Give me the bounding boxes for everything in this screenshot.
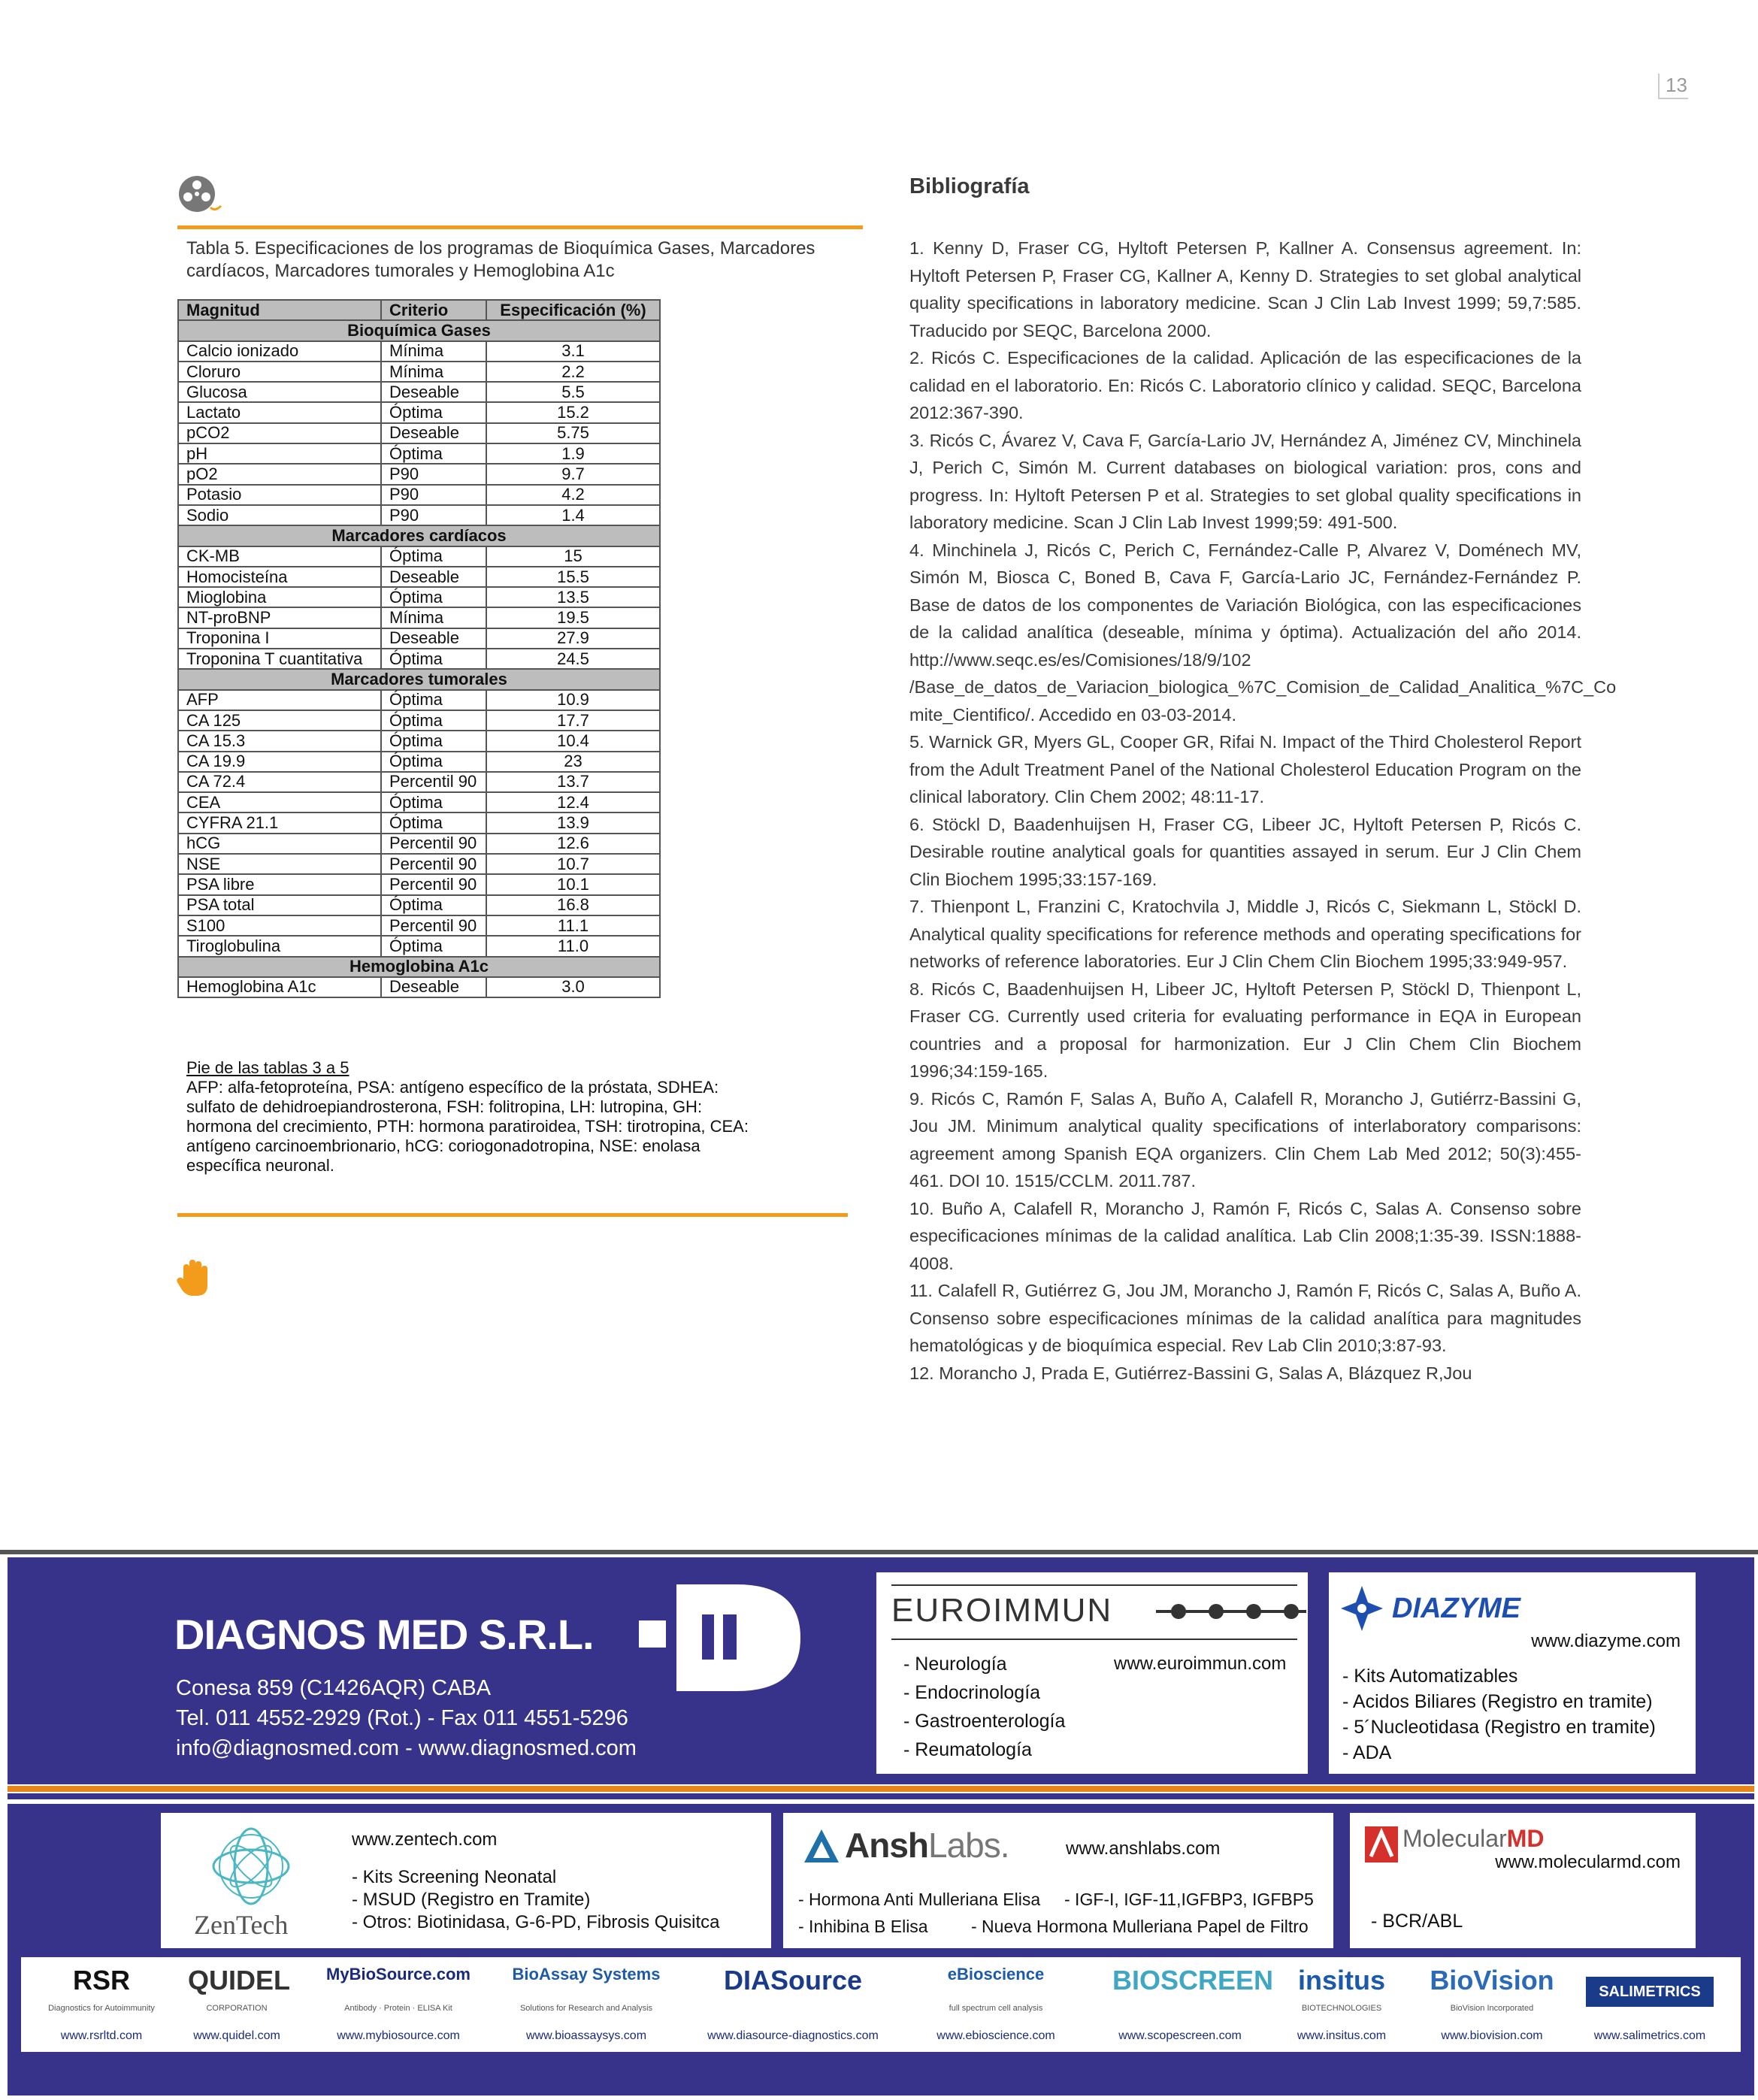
partner-tagline: Solutions for Research and Analysis xyxy=(519,2004,653,2013)
cell-especificacion: 19.5 xyxy=(486,607,660,628)
cell-criterio: Deseable xyxy=(381,382,486,402)
table-footnote xyxy=(186,1058,758,1176)
partner-logo[interactable] xyxy=(504,1957,669,2047)
film-reel-icon xyxy=(177,174,222,216)
cell-especificacion: 10.4 xyxy=(486,731,660,751)
cell-magnitud: PSA libre xyxy=(178,874,381,894)
cell-criterio: Deseable xyxy=(381,977,486,997)
cell-criterio: Óptima xyxy=(381,710,486,731)
partner-url[interactable]: www.quidel.com xyxy=(193,2029,280,2042)
molecularmd-logo-a: Molecular xyxy=(1402,1825,1507,1852)
euroimmun-item: - Endocrinología xyxy=(903,1682,1041,1703)
table-row xyxy=(178,895,660,915)
bibliography-entry: 8. Ricós C, Baadenhuijsen H, Libeer JC, Hyltoft Petersen P, Stöckl D, Thienpont L, Fraser CG. Currently used criteria for evaluating performance in EQA in European countries and a proposal for harmonization. Eur J Clin Chem Clin Biochem 1996;34:159-165. xyxy=(909,979,1581,1081)
cell-magnitud: CYFRA 21.1 xyxy=(178,812,381,833)
cell-criterio: P90 xyxy=(381,505,486,525)
table-row xyxy=(178,402,660,422)
cell-criterio: Óptima xyxy=(381,812,486,833)
partner-tagline: Diagnostics for Autoimmunity xyxy=(48,2004,155,2013)
partner-name: DIASource xyxy=(723,1965,863,1996)
ad-separator-line xyxy=(0,1550,1758,1554)
cell-criterio: Óptima xyxy=(381,402,486,422)
partner-name: eBioscience xyxy=(947,1965,1045,1984)
cell-especificacion: 1.9 xyxy=(486,443,660,464)
cell-magnitud: Tiroglobulina xyxy=(178,936,381,956)
cell-criterio: P90 xyxy=(381,464,486,484)
table-row xyxy=(178,362,660,382)
zentech-url[interactable]: www.zentech.com xyxy=(352,1829,498,1850)
ad-stripe-blue xyxy=(8,1793,1754,1799)
table-row xyxy=(178,567,660,587)
partner-logo[interactable] xyxy=(1586,1957,1714,2047)
cell-criterio: Mínima xyxy=(381,362,486,382)
cell-criterio: P90 xyxy=(381,485,486,505)
diazyme-url[interactable]: www.diazyme.com xyxy=(1531,1631,1681,1651)
bibliography-list xyxy=(909,235,1617,1387)
partner-logo[interactable] xyxy=(48,1957,155,2047)
bibliography-entry: 12. Morancho J, Prada E, Gutiérrez-Bassini G, Salas A, Blázquez R,Jou xyxy=(909,1363,1472,1383)
partner-name: SALIMETRICS xyxy=(1586,1977,1714,2007)
cell-criterio: Óptima xyxy=(381,752,486,772)
cell-magnitud: Calcio ionizado xyxy=(178,341,381,362)
table-row xyxy=(178,854,660,874)
table-row xyxy=(178,752,660,772)
cell-magnitud: Lactato xyxy=(178,402,381,422)
cell-magnitud: CEA xyxy=(178,792,381,812)
cell-especificacion: 5.5 xyxy=(486,382,660,402)
diazyme-item: - Acidos Biliares (Registro en tramite) xyxy=(1342,1691,1653,1712)
cell-especificacion: 15.5 xyxy=(486,567,660,587)
table-row xyxy=(178,607,660,628)
cell-magnitud: S100 xyxy=(178,915,381,936)
partner-name: BIOSCREEN xyxy=(1112,1965,1274,1996)
cell-especificacion: 10.1 xyxy=(486,874,660,894)
table-row xyxy=(178,690,660,710)
anshlabs-url[interactable]: www.anshlabs.com xyxy=(1066,1838,1221,1859)
cell-criterio: Óptima xyxy=(381,792,486,812)
cell-magnitud: CA 19.9 xyxy=(178,752,381,772)
cell-especificacion: 17.7 xyxy=(486,710,660,731)
cell-especificacion: 11.1 xyxy=(486,915,660,936)
cell-especificacion: 13.9 xyxy=(486,812,660,833)
table-caption: Tabla 5. Especificaciones de los programas de Bioquímica Gases, Marcadores cardíacos, Marcadores tumorales y Hemoglobina A1c xyxy=(186,238,815,281)
table-row xyxy=(178,423,660,443)
diagnosmed-logo xyxy=(639,1584,804,1691)
cell-magnitud: Homocisteína xyxy=(178,567,381,587)
partner-tagline: BioVision Incorporated xyxy=(1450,2004,1534,2013)
anshlabs-item: - Hormona Anti Mulleriana Elisa xyxy=(798,1890,1041,1909)
cell-criterio: Óptima xyxy=(381,731,486,751)
table-row xyxy=(178,649,660,669)
ad-stripe-orange xyxy=(8,1786,1754,1792)
anshlabs-logo-b: Labs. xyxy=(928,1826,1009,1865)
cell-criterio: Deseable xyxy=(381,628,486,649)
anshlabs-logo-a: Ansh xyxy=(845,1826,928,1865)
table-row xyxy=(178,936,660,956)
cell-magnitud: hCG xyxy=(178,834,381,854)
cell-magnitud: Troponina I xyxy=(178,628,381,649)
cell-especificacion: 24.5 xyxy=(486,649,660,669)
table-row xyxy=(178,710,660,731)
table-row xyxy=(178,587,660,607)
molecularmd-box xyxy=(1350,1813,1696,1948)
euroimmun-item: - Reumatología xyxy=(903,1739,1032,1760)
partner-logo[interactable] xyxy=(1112,1957,1274,2047)
cell-magnitud: Glucosa xyxy=(178,382,381,402)
cell-especificacion: 4.2 xyxy=(486,485,660,505)
euroimmun-logo: EUROIMMUN xyxy=(891,1592,1113,1629)
footnote-text: AFP: alfa-fetoproteína, PSA: antígeno específico de la próstata, SDHEA: sulfato de dehidroepiandrosterona, FSH: folitropina, LH: lutropina, GH: hormona del crecimiento, PTH: hormona paratiroidea, TSH: tirotropina, CEA: antígeno carcinoembrionario, hCG: coriogonadotropina, NSE: enolasa específica neuronal. xyxy=(186,1078,749,1175)
cell-criterio: Mínima xyxy=(381,607,486,628)
table-section-row xyxy=(178,957,660,977)
cell-criterio: Óptima xyxy=(381,895,486,915)
company-address: Conesa 859 (C1426AQR) CABA xyxy=(176,1676,492,1700)
molecularmd-logo xyxy=(1402,1825,1544,1853)
table-row xyxy=(178,792,660,812)
cell-criterio: Óptima xyxy=(381,443,486,464)
cell-especificacion: 11.0 xyxy=(486,936,660,956)
partner-url[interactable]: www.insitus.com xyxy=(1297,2029,1387,2042)
anshlabs-item: - Nueva Hormona Mulleriana Papel de Filtro xyxy=(971,1917,1309,1936)
table-section-title: Hemoglobina A1c xyxy=(178,957,660,977)
partner-tagline: BIOTECHNOLOGIES xyxy=(1301,2004,1382,2013)
euroimmun-item: - Neurología xyxy=(903,1654,1007,1675)
cell-especificacion: 2.2 xyxy=(486,362,660,382)
cell-criterio: Percentil 90 xyxy=(381,834,486,854)
cell-magnitud: Hemoglobina A1c xyxy=(178,977,381,997)
euroimmun-dots-icon xyxy=(1156,1602,1306,1620)
partner-tagline: CORPORATION xyxy=(206,2004,268,2013)
cell-magnitud: pH xyxy=(178,443,381,464)
table-row xyxy=(178,915,660,936)
cell-magnitud: pO2 xyxy=(178,464,381,484)
bibliography-entry: 3. Ricós C, Ávarez V, Cava F, García-Lario JV, Hernández A, Jiménez CV, Minchinela J, Perich C, Simón M. Current databases on biological variation: pros, cons and progress. In: Hyltoft Petersen P et al. Strategies to set global quality specifications in laboratory medicine. Scan J Clin Lab Invest 1999;59: 491-500. xyxy=(909,430,1581,532)
table-row xyxy=(178,834,660,854)
partner-logo[interactable] xyxy=(1285,1957,1398,2047)
table-row xyxy=(178,485,660,505)
cell-magnitud: CA 15.3 xyxy=(178,731,381,751)
table-row xyxy=(178,812,660,833)
table-section-row xyxy=(178,320,660,340)
cell-especificacion: 15 xyxy=(486,546,660,567)
cell-magnitud: Potasio xyxy=(178,485,381,505)
partner-url[interactable]: www.mybiosource.com xyxy=(337,2029,460,2042)
cell-especificacion: 15.2 xyxy=(486,402,660,422)
cell-especificacion: 5.75 xyxy=(486,423,660,443)
cell-especificacion: 1.4 xyxy=(486,505,660,525)
bibliography-entry: 10. Buño A, Calafell R, Morancho J, Ramón F, Ricós C, Salas A. Consenso sobre especificaciones mínimas de la calidad analítica. Lab Clin 2008;1:35-39. ISSN:1888-4008. xyxy=(909,1198,1581,1273)
cell-criterio: Deseable xyxy=(381,567,486,587)
bibliography-entry: 2. Ricós C. Especificaciones de la calidad. Aplicación de las especificaciones de la calidad en el laboratorio. En: Ricós C. Laboratorio clínico y calidad. SEQC, Barcelona 2012:367-390. xyxy=(909,348,1581,422)
partner-name: insitus xyxy=(1297,1965,1385,1996)
table-row xyxy=(178,341,660,362)
diazyme-logo xyxy=(1339,1583,1565,1636)
cell-magnitud: PSA total xyxy=(178,895,381,915)
hand-icon xyxy=(176,1257,212,1299)
cell-magnitud: Cloruro xyxy=(178,362,381,382)
partner-name: QUIDEL xyxy=(188,1965,291,1996)
cell-criterio: Percentil 90 xyxy=(381,854,486,874)
cell-magnitud: Sodio xyxy=(178,505,381,525)
euroimmun-rule-top xyxy=(891,1584,1297,1586)
header-magnitud: Magnitud xyxy=(178,300,381,320)
table-row xyxy=(178,731,660,751)
partner-name: BioVision xyxy=(1430,1965,1554,1996)
cell-criterio: Percentil 90 xyxy=(381,772,486,792)
euroimmun-box xyxy=(876,1572,1308,1774)
molecularmd-item: - BCR/ABL xyxy=(1371,1911,1463,1932)
zentech-item: - Kits Screening Neonatal xyxy=(352,1867,557,1887)
header-criterio: Criterio xyxy=(381,300,486,320)
table-row xyxy=(178,382,660,402)
molecularmd-logo-b: MD xyxy=(1506,1825,1545,1852)
cell-especificacion: 10.9 xyxy=(486,690,660,710)
table-row xyxy=(178,874,660,894)
zentech-logo-text: ZenTech xyxy=(194,1910,289,1940)
cell-especificacion: 10.7 xyxy=(486,854,660,874)
partner-name: MyBioSource.com xyxy=(326,1965,471,1984)
cell-especificacion: 9.7 xyxy=(486,464,660,484)
diazyme-logo-text: DIAZYME xyxy=(1392,1593,1520,1624)
section-divider-bottom xyxy=(177,1213,848,1217)
specifications-table xyxy=(177,299,661,998)
bibliography-entry: 11. Calafell R, Gutiérrez G, Jou JM, Morancho J, Ramón F, Ricós C, Salas A, Buño A. Consenso sobre especificaciones mínimas de la calidad analítica para magnitudes hematológicas y de bioquímica especial. Rev Lab Clin 2010;3:87-93. xyxy=(909,1281,1581,1355)
bibliography-entry: 4. Minchinela J, Ricós C, Perich C, Fernández-Calle P, Alvarez V, Doménech MV, Simón M, Biosca C, Boned B, Cava F, García-Lario JC, Fernández-Fernández P. Base de datos de los componentes de Variación Biológica, con las especificaciones de la calidad analítica (deseable, mínima y óptima). Actualización del año 2014. http://www.seqc.es/es/Comisiones/18/9/102 /Base_de_datos_de_Variacion_biologica_%7C_Comision_de_Calidad_Analitica_%7C_Co mite_Cientifico/. Accedido en 03-03-2014. xyxy=(909,540,1617,725)
anshlabs-box xyxy=(783,1813,1333,1948)
table-section-title: Marcadores tumorales xyxy=(178,669,660,689)
partner-url[interactable]: www.biovision.com xyxy=(1441,2029,1543,2042)
cell-magnitud: NT-proBNP xyxy=(178,607,381,628)
bibliography-entry: 6. Stöckl D, Baadenhuijsen H, Fraser CG, Libeer JC, Hyltoft Petersen P, Ricós C. Desirable routine analytical goals for quantities assayed in serum. Eur J Clin Chem Clin Biochem 1995;33:157-169. xyxy=(909,814,1581,889)
partner-tagline: full spectrum cell analysis xyxy=(949,2004,1043,2013)
table-section-title: Marcadores cardíacos xyxy=(178,525,660,546)
bibliography-entry: 9. Ricós C, Ramón F, Salas A, Buño A, Calafell R, Morancho J, Gutiérrz-Bassini G, Jou JM. Minimum analytical quality specifications of interlaboratory comparisons: agreement among Spanish EQA organizers. Clin Chem Lab Med 2012; 50(3):455-461. DOI 10. 1515/CCLM. 2011.787. xyxy=(909,1088,1581,1191)
cell-especificacion: 23 xyxy=(486,752,660,772)
cell-magnitud: Troponina T cuantitativa xyxy=(178,649,381,669)
cell-magnitud: AFP xyxy=(178,690,381,710)
cell-magnitud: pCO2 xyxy=(178,423,381,443)
zentech-logo-icon xyxy=(206,1825,296,1908)
cell-magnitud: NSE xyxy=(178,854,381,874)
cell-magnitud: CA 72.4 xyxy=(178,772,381,792)
partner-url[interactable]: www.bioassaysys.com xyxy=(525,2029,647,2042)
anshlabs-logo xyxy=(845,1825,1009,1865)
euroimmun-item: - Gastroenterología xyxy=(903,1711,1066,1732)
cell-criterio: Mínima xyxy=(381,341,486,362)
cell-especificacion: 12.6 xyxy=(486,834,660,854)
table-section-title: Bioquímica Gases xyxy=(178,320,660,340)
table-row xyxy=(178,464,660,484)
partner-logo[interactable] xyxy=(917,1957,1075,2047)
section-divider-top xyxy=(177,225,863,229)
euroimmun-url[interactable]: www.euroimmun.com xyxy=(1114,1654,1287,1674)
cell-criterio: Óptima xyxy=(381,649,486,669)
partner-logo[interactable] xyxy=(323,1957,474,2047)
cell-magnitud: Mioglobina xyxy=(178,587,381,607)
partner-logo[interactable] xyxy=(1428,1957,1556,2047)
partner-url[interactable]: www.salimetrics.com xyxy=(1593,2029,1706,2042)
table-section-row xyxy=(178,669,660,689)
euroimmun-rule-bottom xyxy=(891,1639,1297,1640)
company-name: DIAGNOS MED S.R.L. xyxy=(174,1611,594,1658)
diazyme-item: - Kits Automatizables xyxy=(1342,1666,1518,1687)
diazyme-item: - 5´Nucleotidasa (Registro en tramite) xyxy=(1342,1717,1656,1738)
bibliography-entry: 5. Warnick GR, Myers GL, Cooper GR, Rifai N. Impact of the Third Cholesterol Report from the Adult Treatment Panel of the National Cholesterol Education Program on the clinical laboratory. Clin Chem 2002; 48:11-17. xyxy=(909,732,1581,806)
zentech-box xyxy=(161,1813,771,1948)
table-header-row xyxy=(178,300,660,320)
molecularmd-logo-icon xyxy=(1365,1826,1398,1862)
cell-criterio: Deseable xyxy=(381,423,486,443)
partner-logo[interactable] xyxy=(188,1957,291,2047)
partner-url[interactable]: www.rsrltd.com xyxy=(60,2029,143,2042)
bibliography-entry: 7. Thienpont L, Franzini C, Kratochvila J, Middle J, Ricós C, Siekmann L, Stöckl D. Analytical quality specifications for reference methods and operating specifications for networks of reference laboratories. Eur J Clin Chem Clin Biochem 1995;33:949-957. xyxy=(909,897,1581,971)
table-section-row xyxy=(178,525,660,546)
partner-name: BioAssay Systems xyxy=(512,1965,661,1984)
table-row xyxy=(178,505,660,525)
partner-name: RSR xyxy=(72,1965,130,1996)
partner-logo[interactable] xyxy=(707,1957,879,2047)
cell-especificacion: 12.4 xyxy=(486,792,660,812)
bibliography-title: Bibliografía xyxy=(909,174,1030,198)
bibliography-entry: 1. Kenny D, Fraser CG, Hyltoft Petersen P, Kallner A. Consensus agreement. In: Hyltoft Petersen P, Fraser CG, Kallner A, Kenny D. Strategies to set global analytical quality specifications in laboratory medicine. Scan J Clin Lab Invest 1999; 59,7:585. Traducido por SEQC, Barcelona 2000. xyxy=(909,238,1581,340)
cell-especificacion: 27.9 xyxy=(486,628,660,649)
cell-criterio: Óptima xyxy=(381,587,486,607)
cell-criterio: Percentil 90 xyxy=(381,874,486,894)
anshlabs-item: - Inhibina B Elisa xyxy=(798,1917,928,1936)
anshlabs-item: - IGF-I, IGF-11,IGFBP3, IGFBP5 xyxy=(1064,1890,1314,1909)
zentech-item: - MSUD (Registro en Tramite) xyxy=(352,1890,591,1910)
table-row xyxy=(178,628,660,649)
cell-magnitud: CK-MB xyxy=(178,546,381,567)
header-especificacion: Especificación (%) xyxy=(486,300,660,320)
molecularmd-url[interactable]: www.molecularmd.com xyxy=(1495,1852,1681,1872)
cell-especificacion: 3.1 xyxy=(486,341,660,362)
table-row xyxy=(178,772,660,792)
cell-especificacion: 16.8 xyxy=(486,895,660,915)
anshlabs-logo-icon xyxy=(803,1828,840,1864)
partner-url[interactable]: www.ebioscience.com xyxy=(936,2029,1055,2042)
cell-criterio: Óptima xyxy=(381,690,486,710)
company-phone: Tel. 011 4552-2929 (Rot.) - Fax 011 4551-5296 xyxy=(176,1706,628,1730)
footnote-title: Pie de las tablas 3 a 5 xyxy=(186,1058,349,1077)
table-row xyxy=(178,443,660,464)
zentech-item: - Otros: Biotinidasa, G-6-PD, Fibrosis Quisitca xyxy=(352,1912,720,1932)
cell-criterio: Óptima xyxy=(381,546,486,567)
diazyme-item: - ADA xyxy=(1342,1742,1392,1763)
cell-magnitud: CA 125 xyxy=(178,710,381,731)
page-number: 13 xyxy=(1658,74,1688,99)
company-contact: info@diagnosmed.com - www.diagnosmed.com xyxy=(176,1736,637,1760)
cell-criterio: Óptima xyxy=(381,936,486,956)
partner-url[interactable]: www.diasource-diagnostics.com xyxy=(707,2029,879,2042)
cell-especificacion: 3.0 xyxy=(486,977,660,997)
partner-url[interactable]: www.scopescreen.com xyxy=(1118,2029,1242,2042)
cell-especificacion: 13.7 xyxy=(486,772,660,792)
diazyme-box xyxy=(1329,1572,1696,1774)
cell-criterio: Percentil 90 xyxy=(381,915,486,936)
table-row xyxy=(178,546,660,567)
partner-tagline: Antibody · Protein · ELISA Kit xyxy=(344,2004,452,2013)
cell-especificacion: 13.5 xyxy=(486,587,660,607)
table-row xyxy=(178,977,660,997)
